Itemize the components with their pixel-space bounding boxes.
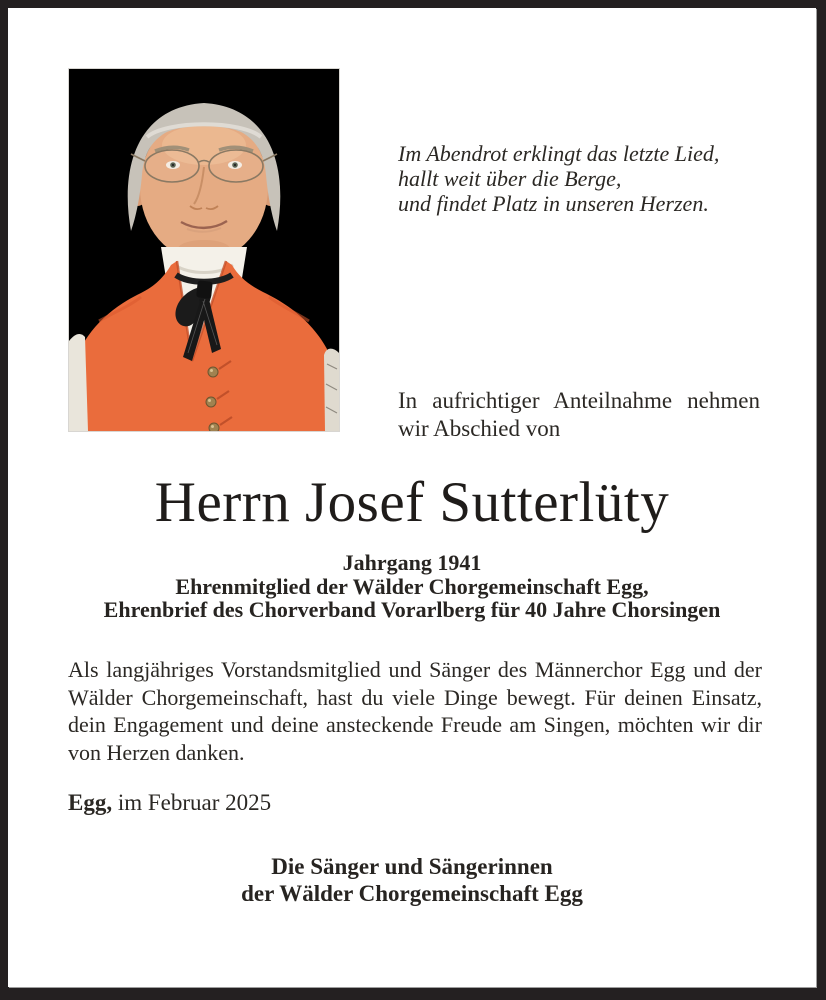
- poem-line: Im Abendrot erklingt das letzte Lied,: [398, 141, 720, 166]
- memorial-poem: [398, 141, 719, 216]
- honors-block: [8, 551, 816, 622]
- date-label: im Februar 2025: [117, 790, 272, 815]
- poem-line: hallt weit über die Berge,: [398, 166, 622, 191]
- signature-line: der Wälder Chorgemeinschaft Egg: [241, 881, 583, 906]
- signature-block: [8, 853, 816, 907]
- obituary-card: [8, 8, 816, 987]
- intro-line: wir Abschied von: [398, 416, 561, 441]
- place-label: Egg,: [68, 790, 113, 815]
- portrait-illustration: [69, 69, 339, 431]
- deceased-name: Herrn Josef Sutterlüty: [154, 471, 670, 534]
- birth-year-line: Jahrgang 1941: [342, 550, 482, 575]
- tribute-paragraph: Als langjähriges Vorstandsmitglied und Sänger des Männerchor Egg und der Wälder Chorgemeinschaft, hast du viele Dinge bewegt. Für deinen Einsatz, dein Engagement und deine ansteckende Freude am Singen, möchten wir dir von Herzen danken.: [68, 657, 762, 765]
- signature-line: Die Sänger und Sängerinnen: [271, 854, 553, 879]
- poem-line: und findet Platz in unseren Herzen.: [398, 191, 709, 216]
- honor-line: Ehrenbrief des Chorverband Vorarlberg für 40 Jahre Chorsingen: [103, 597, 721, 622]
- portrait-photo: [68, 68, 340, 432]
- intro-line: In aufrichtiger Anteilnahme nehmen: [398, 388, 760, 413]
- dateline: [68, 790, 271, 816]
- honor-line: Ehrenmitglied der Wälder Chorgemeinschaft Egg,: [175, 573, 649, 599]
- intro-text: [398, 387, 760, 443]
